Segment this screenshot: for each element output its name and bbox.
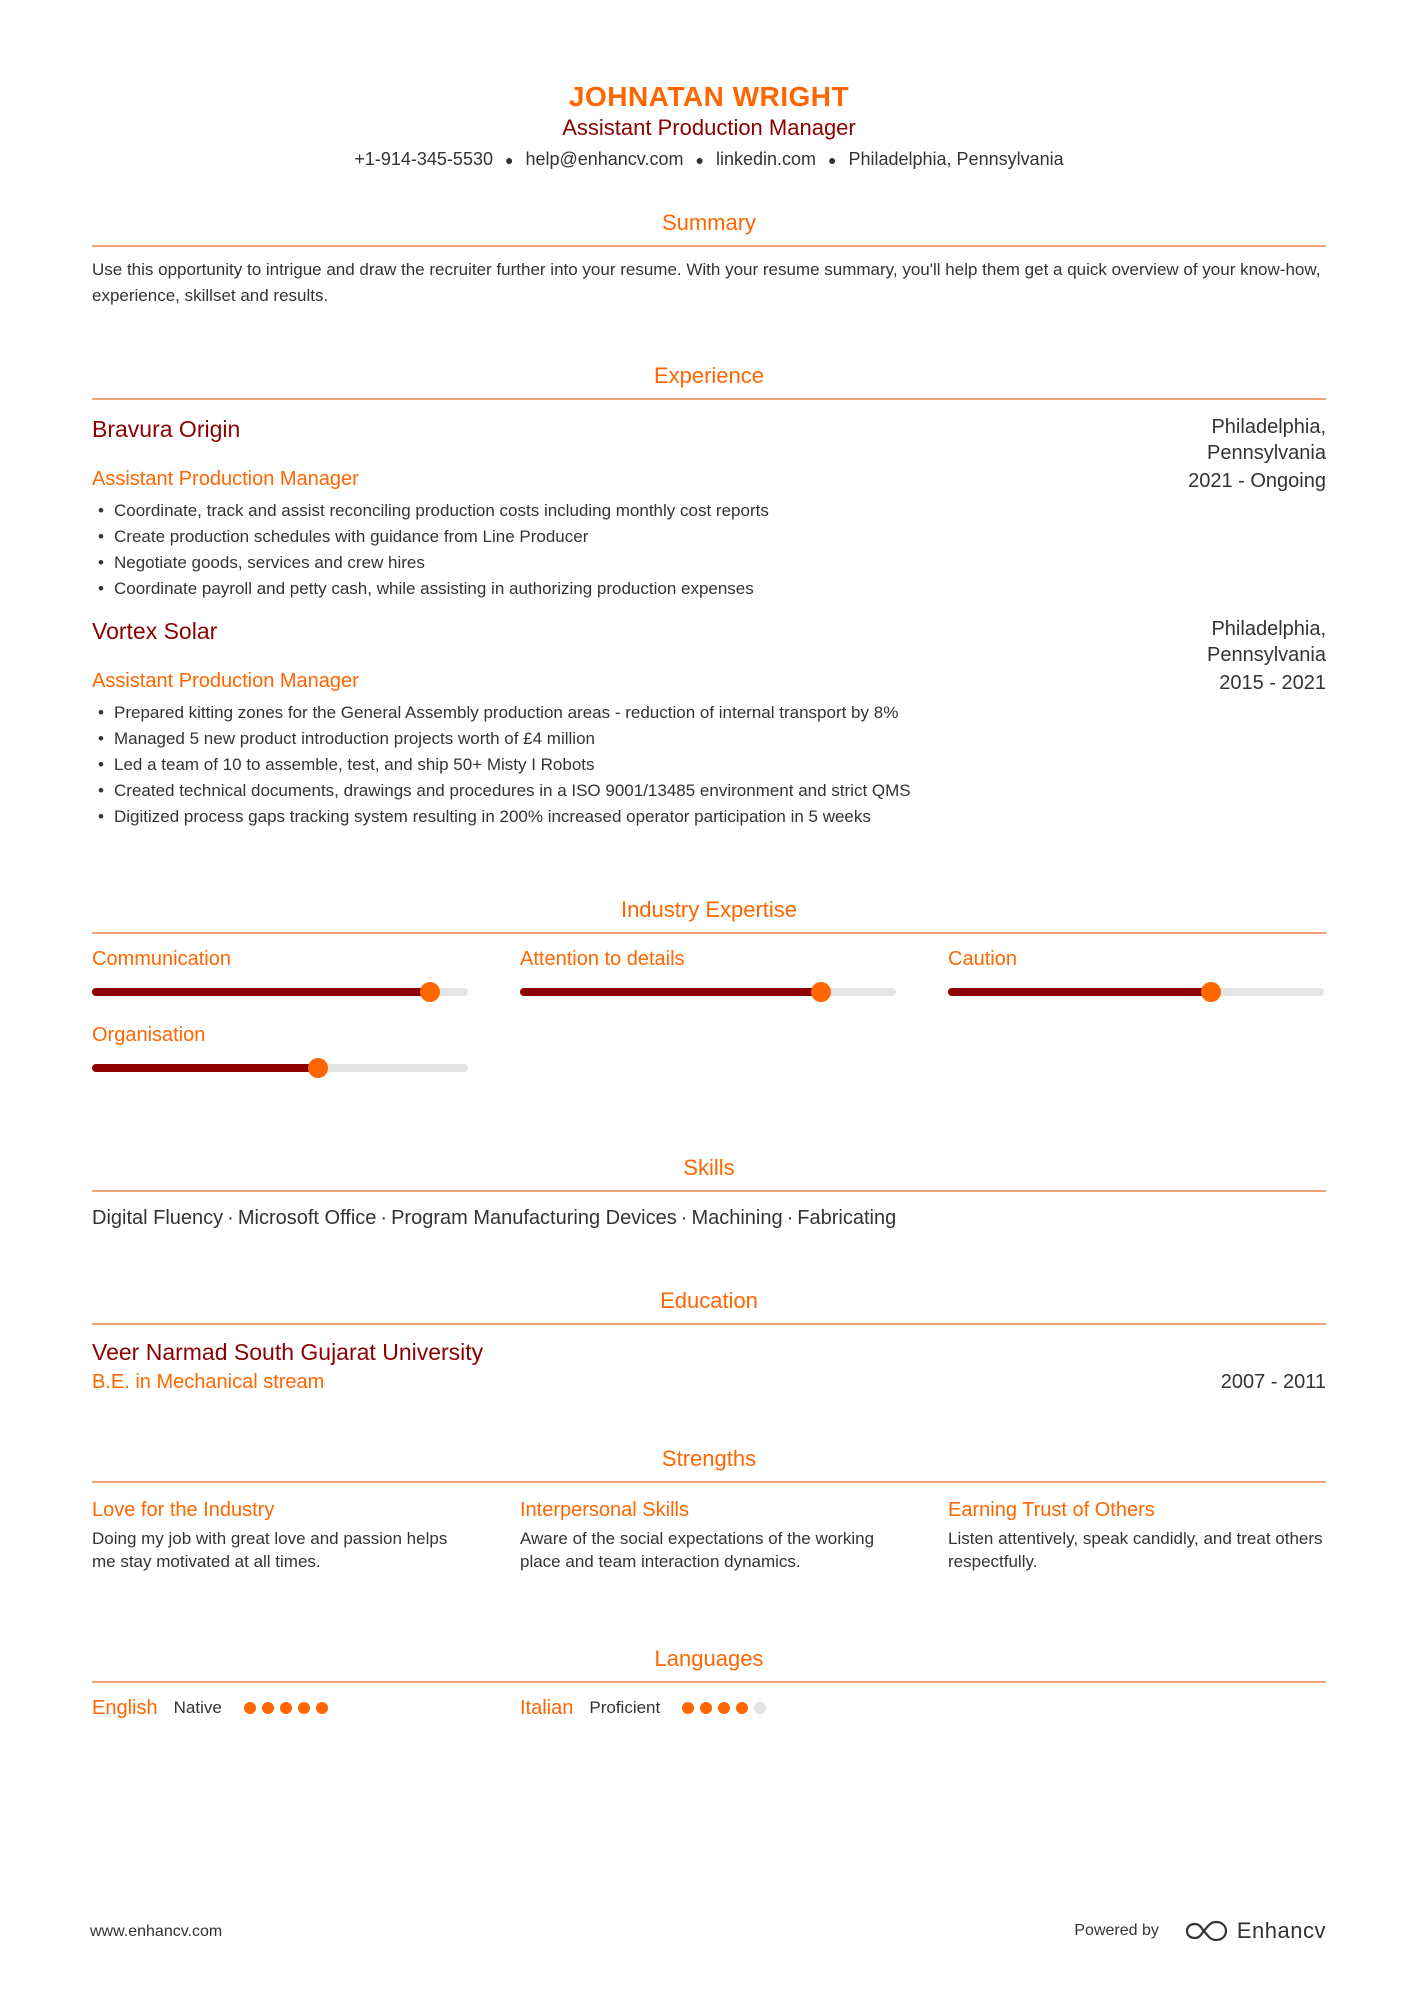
language-dot-filled-icon <box>280 1702 292 1714</box>
language-dot-filled-icon <box>298 1702 310 1714</box>
skill-item: Fabricating <box>797 1207 897 1229</box>
strength-desc: Listen attentively, speak candidly, and treat others respectfully. <box>948 1529 1323 1571</box>
separator-dot-icon: ● <box>828 152 837 169</box>
summary-text: Use this opportunity to intrigue and draw the recruiter further into your resume. With your resume summary, you'll help them get a quick overview of your know-how, experience, skillset and results. <box>92 260 1321 305</box>
expertise-label: Communication <box>92 948 231 970</box>
job-location-line2: Pennsylvania <box>1207 442 1326 464</box>
contact-linkedin[interactable]: linkedin.com <box>715 149 816 169</box>
expertise-bar <box>92 1064 468 1072</box>
job-meta <box>1188 414 1326 494</box>
strength-item <box>92 1497 468 1573</box>
job-location-line1: Philadelphia, <box>1211 416 1326 438</box>
language-dots <box>244 1702 334 1714</box>
education-school: Veer Narmad South Gujarat University <box>92 1339 484 1365</box>
expertise-item <box>520 946 896 996</box>
job-bullet: • Created technical documents, drawings and procedures in a ISO 9001/13485 environment and strict QMS <box>92 778 1326 804</box>
languages-grid <box>92 1695 1326 1721</box>
language-name: Italian <box>520 1697 574 1719</box>
job-bullet: • Prepared kitting zones for the General Assembly production areas - reduction of internal transport by 8% <box>92 700 1326 726</box>
expertise-bar-fill <box>948 988 1211 996</box>
languages-section <box>92 1645 1326 1721</box>
section-title-education: Education <box>92 1287 1326 1325</box>
skills-list <box>92 1204 1326 1232</box>
job-bullet: • Digitized process gaps tracking system resulting in 200% increased operator participation in 5 weeks <box>92 804 1326 830</box>
powered-by-label: Powered by <box>1074 1922 1159 1939</box>
skill-item: Digital Fluency <box>92 1207 224 1229</box>
expertise-grid <box>92 946 1326 1098</box>
candidate-role: Assistant Production Manager <box>562 115 856 140</box>
footer-branding <box>1074 1918 1326 1944</box>
job-location-line2: Pennsylvania <box>1207 644 1326 666</box>
separator-dot-icon: · <box>786 1207 794 1229</box>
job-dates: 2015 - 2021 <box>1219 672 1326 694</box>
contact-line <box>92 148 1326 171</box>
contact-phone: +1-914-345-5530 <box>354 149 493 169</box>
skill-item: Machining <box>691 1207 783 1229</box>
expertise-label: Attention to details <box>520 948 685 970</box>
strength-item <box>520 1497 896 1573</box>
page-footer <box>90 1918 1326 1948</box>
expertise-item <box>92 946 468 996</box>
separator-dot-icon: · <box>380 1207 388 1229</box>
strength-desc: Doing my job with great love and passion helps me stay motivated at all times. <box>92 1529 448 1571</box>
job-title: Assistant Production Manager <box>92 670 359 692</box>
language-level: Proficient <box>589 1698 661 1717</box>
section-title-skills: Skills <box>92 1154 1326 1192</box>
expertise-bar-knob <box>811 982 831 1002</box>
language-dot-filled-icon <box>736 1702 748 1714</box>
strength-item <box>948 1497 1324 1573</box>
language-item <box>92 1695 520 1721</box>
language-dot-filled-icon <box>682 1702 694 1714</box>
language-dot-filled-icon <box>700 1702 712 1714</box>
expertise-label: Caution <box>948 948 1017 970</box>
strengths-section <box>92 1445 1326 1573</box>
job-entry <box>92 414 1326 602</box>
job-bullet: • Create production schedules with guidance from Line Producer <box>92 524 1326 550</box>
language-dot-filled-icon <box>718 1702 730 1714</box>
expertise-label: Organisation <box>92 1024 206 1046</box>
expertise-section <box>92 896 1326 1098</box>
separator-dot-icon: · <box>227 1207 234 1229</box>
strengths-grid <box>92 1497 1326 1573</box>
job-bullet: • Managed 5 new product introduction projects worth of £4 million <box>92 726 1326 752</box>
job-entry <box>92 616 1326 830</box>
job-location-line1: Philadelphia, <box>1211 618 1326 640</box>
job-company: Bravura Origin <box>92 416 241 442</box>
resume-header <box>92 0 1326 171</box>
expertise-bar-fill <box>92 988 430 996</box>
job-title: Assistant Production Manager <box>92 468 359 490</box>
job-bullets <box>92 700 1326 830</box>
job-bullet: • Negotiate goods, services and crew hires <box>92 550 1326 576</box>
skill-item: Program Manufacturing Devices <box>391 1207 677 1229</box>
job-bullet: • Coordinate payroll and petty cash, while assisting in authorizing production expenses <box>92 576 1326 602</box>
section-title-expertise: Industry Expertise <box>92 896 1326 934</box>
expertise-bar-knob <box>308 1058 328 1078</box>
expertise-bar-knob <box>1201 982 1221 1002</box>
summary-section <box>92 209 1326 309</box>
separator-dot-icon: ● <box>504 152 514 169</box>
section-title-languages: Languages <box>92 1645 1326 1683</box>
section-title-strengths: Strengths <box>92 1445 1326 1483</box>
job-meta <box>1207 616 1326 696</box>
expertise-bar-fill <box>92 1064 318 1072</box>
expertise-bar <box>948 988 1324 996</box>
job-dates: 2021 - Ongoing <box>1188 470 1326 492</box>
education-section <box>92 1287 1326 1395</box>
separator-dot-icon: · <box>680 1207 688 1229</box>
skill-item: Microsoft Office <box>237 1207 377 1229</box>
expertise-bar <box>520 988 896 996</box>
language-name: English <box>92 1697 158 1719</box>
language-dot-filled-icon <box>244 1702 256 1714</box>
education-degree: B.E. in Mechanical stream <box>92 1371 325 1393</box>
job-company: Vortex Solar <box>92 618 218 644</box>
candidate-name: JOHNATAN WRIGHT <box>568 81 850 112</box>
language-dots <box>682 1702 772 1714</box>
expertise-bar-fill <box>520 988 821 996</box>
skills-section <box>92 1154 1326 1232</box>
language-dot-filled-icon <box>262 1702 274 1714</box>
strength-desc: Aware of the social expectations of the working place and team interaction dynamics. <box>520 1529 875 1571</box>
job-bullet: • Led a team of 10 to assemble, test, and ship 50+ Misty I Robots <box>92 752 1326 778</box>
language-dot-filled-icon <box>316 1702 328 1714</box>
education-row <box>92 1369 1326 1395</box>
language-level: Native <box>173 1698 222 1717</box>
strength-title: Love for the Industry <box>92 1499 275 1521</box>
contact-email[interactable]: help@enhancv.com <box>525 149 684 169</box>
expertise-item <box>948 946 1324 996</box>
enhancv-brand-name: Enhancv <box>1236 1918 1326 1943</box>
separator-dot-icon: ● <box>695 152 704 169</box>
education-dates: 2007 - 2011 <box>1220 1371 1326 1393</box>
contact-location: Philadelphia, Pennsylvania <box>848 149 1064 169</box>
expertise-bar-knob <box>420 982 440 1002</box>
strength-title: Interpersonal Skills <box>520 1499 689 1521</box>
job-bullets <box>92 498 1326 602</box>
expertise-bar <box>92 988 468 996</box>
section-title-summary: Summary <box>92 209 1326 247</box>
job-bullet: • Coordinate, track and assist reconciling production costs including monthly cost reports <box>92 498 1326 524</box>
footer-site-link[interactable]: www.enhancv.com <box>90 1923 223 1940</box>
language-dot-empty-icon <box>754 1702 766 1714</box>
experience-section <box>92 362 1326 830</box>
expertise-item <box>92 1022 468 1072</box>
section-title-experience: Experience <box>92 362 1326 400</box>
language-item <box>520 1695 948 1721</box>
strength-title: Earning Trust of Others <box>948 1499 1155 1521</box>
enhancv-logo-icon <box>1185 1920 1229 1942</box>
